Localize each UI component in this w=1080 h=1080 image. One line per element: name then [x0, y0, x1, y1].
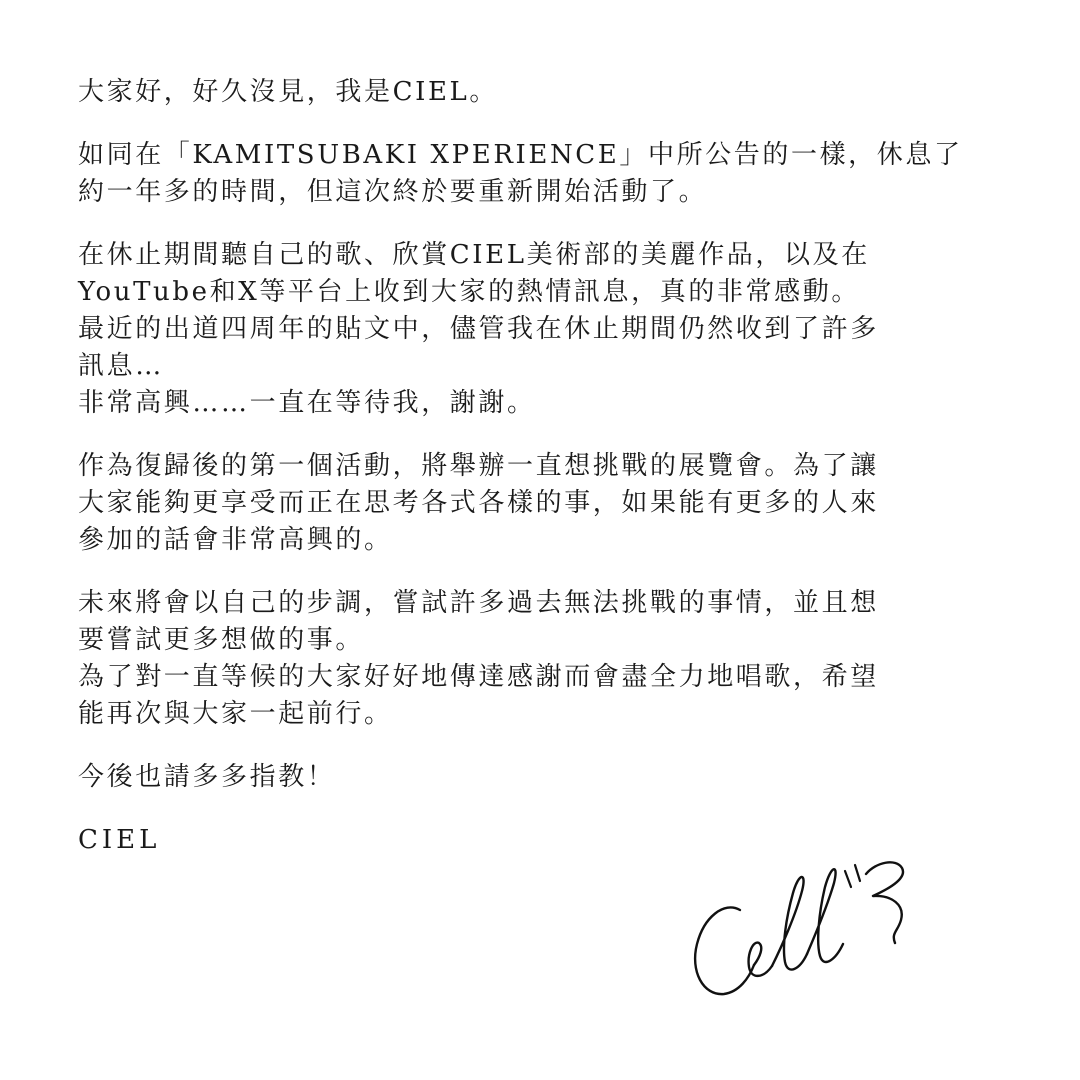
paragraph-4-line: 要嘗試更多想做的事。 — [78, 625, 365, 655]
closing-paragraph — [78, 759, 1018, 796]
paragraph-2-line: 訊息… — [78, 351, 164, 381]
handwritten-signature — [688, 838, 918, 1008]
greeting-line: 大家好，好久沒見，我是CIEL。 — [78, 77, 499, 107]
closing-line: 今後也請多多指教！ — [78, 762, 336, 792]
paragraph-1-line: 如同在「KAMITSUBAKI XPERIENCE」中所公告的一樣，休息了 — [78, 140, 963, 170]
signature-stroke-l2 — [807, 869, 843, 962]
paragraph-4-line: 未來將會以自己的步調，嘗試許多過去無法挑戰的事情，並且想 — [78, 588, 879, 618]
signature-stroke-flourish — [866, 862, 903, 943]
paragraph-2-line: 非常高興……一直在等待我，謝謝。 — [78, 388, 536, 418]
paragraph-2-line: 在休止期間聽自己的歌、欣賞CIEL美術部的美麗作品，以及在 — [78, 240, 870, 270]
greeting-paragraph — [78, 74, 1018, 111]
signoff-name: CIEL — [78, 825, 161, 855]
paragraph-1-line: 約一年多的時間，但這次終於要重新開始活動了。 — [78, 177, 708, 207]
paragraph-3-line: 參加的話會非常高興的。 — [78, 525, 393, 555]
signature-stroke-ticks — [845, 865, 860, 887]
paragraph-3 — [78, 448, 1018, 559]
paragraph-4-line: 能再次與大家一起前行。 — [78, 699, 393, 729]
paragraph-2-line: YouTube和X等平台上收到大家的熱情訊息，真的非常感動。 — [78, 277, 860, 307]
paragraph-2-line: 最近的出道四周年的貼文中，儘管我在休止期間仍然收到了許多 — [78, 314, 879, 344]
paragraph-1 — [78, 137, 1018, 211]
signature-stroke-l1 — [772, 877, 807, 970]
paragraph-4 — [78, 585, 1018, 733]
paragraph-3-line: 大家能夠更享受而正在思考各式各樣的事，如果能有更多的人來 — [78, 488, 879, 518]
paragraph-3-line: 作為復歸後的第一個活動，將舉辦一直想挑戰的展覽會。為了讓 — [78, 451, 879, 481]
signature-stroke-c — [695, 907, 754, 994]
letter-body — [78, 74, 1018, 859]
paragraph-4-line: 為了對一直等候的大家好好地傳達感謝而會盡全力地唱歌，希望 — [78, 662, 879, 692]
signature-strokes — [695, 862, 903, 994]
paragraph-2 — [78, 237, 1018, 422]
